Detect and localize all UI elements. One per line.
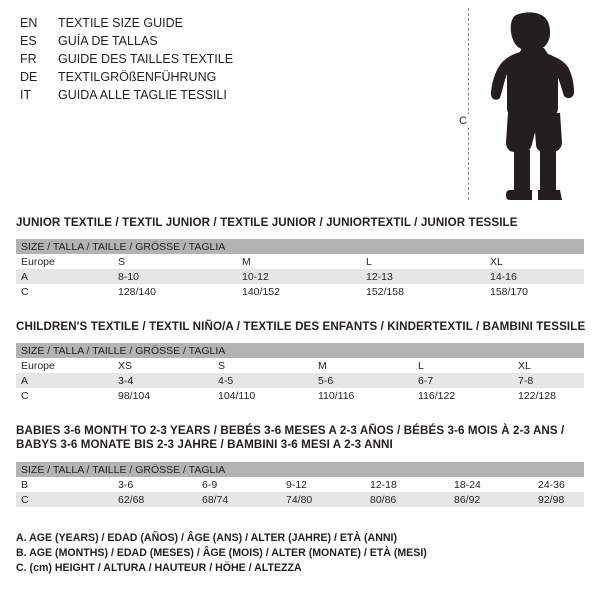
cell: 5-6 [313,373,413,388]
footnote-c: C. (cm) HEIGHT / ALTURA / HAUTEUR / HÖHE / ALTEZZA [16,562,302,574]
language-title: GUIDE DES TAILLES TEXTILE [58,52,234,66]
measure-label-c: C [459,115,467,127]
cell: 104/110 [213,388,313,403]
table-babies [16,462,584,507]
footnote-list [16,531,576,576]
cell: 98/104 [113,388,213,403]
table-header-label: SIZE / TALLA / TAILLE / GRÖSSE / TAGLIA [16,343,584,358]
table-header-row [16,462,584,477]
cell: 62/68 [113,492,197,507]
cell: 140/152 [237,284,361,299]
row-label: C [16,492,113,507]
cell: 24-36 [533,477,584,492]
row-label: Europe [16,254,113,269]
cell: 8-10 [113,269,237,284]
section-title-babies-line1: BABIES 3-6 MONTH TO 2-3 YEARS / BEBÉS 3-6 MESES A 2-3 AÑOS / BÉBÉS 3-6 MOIS À 2-3 ANS / [16,424,565,437]
cell: 3-4 [113,373,213,388]
cell: S [113,254,237,269]
table-header-row [16,239,584,254]
cell: XL [485,254,584,269]
cell: 80/86 [365,492,449,507]
section-title-babies [16,424,564,452]
cell: 6-7 [413,373,513,388]
table-row [16,269,584,284]
language-title: TEXTILE SIZE GUIDE [58,16,184,30]
cell: 6-9 [197,477,281,492]
row-label: C [16,284,113,299]
cell: 7-8 [513,373,584,388]
footnote-a: A. AGE (YEARS) / EDAD (AÑOS) / ÂGE (ANS) / ALTER (JAHRE) / ETÀ (ANNI) [16,532,397,544]
cell: XS [113,358,213,373]
cell: 74/80 [281,492,365,507]
cell: 116/122 [413,388,513,403]
language-code: EN [20,16,38,30]
language-code: ES [20,34,37,48]
footnote-b: B. AGE (MONTHS) / EDAD (MESES) / ÂGE (MOIS) / ALTER (MONATE) / ETÀ (MESI) [16,547,427,559]
section-title-junior: JUNIOR TEXTILE / TEXTIL JUNIOR / TEXTILE JUNIOR / JUNIORTEXTIL / JUNIOR TESSILE [16,216,518,229]
cell: 128/140 [113,284,237,299]
cell: 158/170 [485,284,584,299]
language-code: FR [20,52,37,66]
cell: M [237,254,361,269]
table-row [16,492,584,507]
language-title-list [20,14,450,104]
cell: 18-24 [449,477,533,492]
child-silhouette-icon [482,12,592,202]
table-row [16,358,584,373]
cell: L [413,358,513,373]
cell: 92/98 [533,492,584,507]
cell: 12-13 [361,269,485,284]
language-row [20,50,450,68]
language-title: GUÍA DE TALLAS [58,34,158,48]
language-title: TEXTILGRÖßENFÜHRUNG [58,70,217,84]
table-row [16,477,584,492]
cell: 4-5 [213,373,313,388]
section-title-babies-line2: BABYS 3-6 MONATE BIS 2-3 JAHRE / BAMBINI 3-6 MESI A 2-3 ANNI [16,438,393,451]
language-row [20,68,450,86]
cell: XL [513,358,584,373]
measurement-figure [452,8,592,203]
cell: 14-16 [485,269,584,284]
cell: 68/74 [197,492,281,507]
language-row [20,86,450,104]
cell: 86/92 [449,492,533,507]
language-code: IT [20,88,32,102]
language-code: DE [20,70,38,84]
row-label: A [16,269,113,284]
height-measure-line [468,8,469,200]
row-label: C [16,388,113,403]
cell: 10-12 [237,269,361,284]
cell: 110/116 [313,388,413,403]
row-label: A [16,373,113,388]
row-label: Europe [16,358,113,373]
section-title-children: CHILDREN'S TEXTILE / TEXTIL NIÑO/A / TEXTILE DES ENFANTS / KINDERTEXTIL / BAMBINI TESSILE [16,320,586,333]
table-row [16,284,584,299]
table-row [16,388,584,403]
cell: 12-18 [365,477,449,492]
cell: S [213,358,313,373]
cell: 9-12 [281,477,365,492]
cell: 152/158 [361,284,485,299]
table-children [16,343,584,403]
language-title: GUIDA ALLE TAGLIE TESSILI [58,88,227,102]
cell: M [313,358,413,373]
language-row [20,32,450,50]
cell: 3-6 [113,477,197,492]
cell: 122/128 [513,388,584,403]
language-row [20,14,450,32]
table-junior [16,239,584,299]
table-header-label: SIZE / TALLA / TAILLE / GRÖSSE / TAGLIA [16,462,584,477]
cell: L [361,254,485,269]
row-label: B [16,477,113,492]
table-header-row [16,343,584,358]
table-row [16,254,584,269]
table-row [16,373,584,388]
table-header-label: SIZE / TALLA / TAILLE / GRÖSSE / TAGLIA [16,239,584,254]
